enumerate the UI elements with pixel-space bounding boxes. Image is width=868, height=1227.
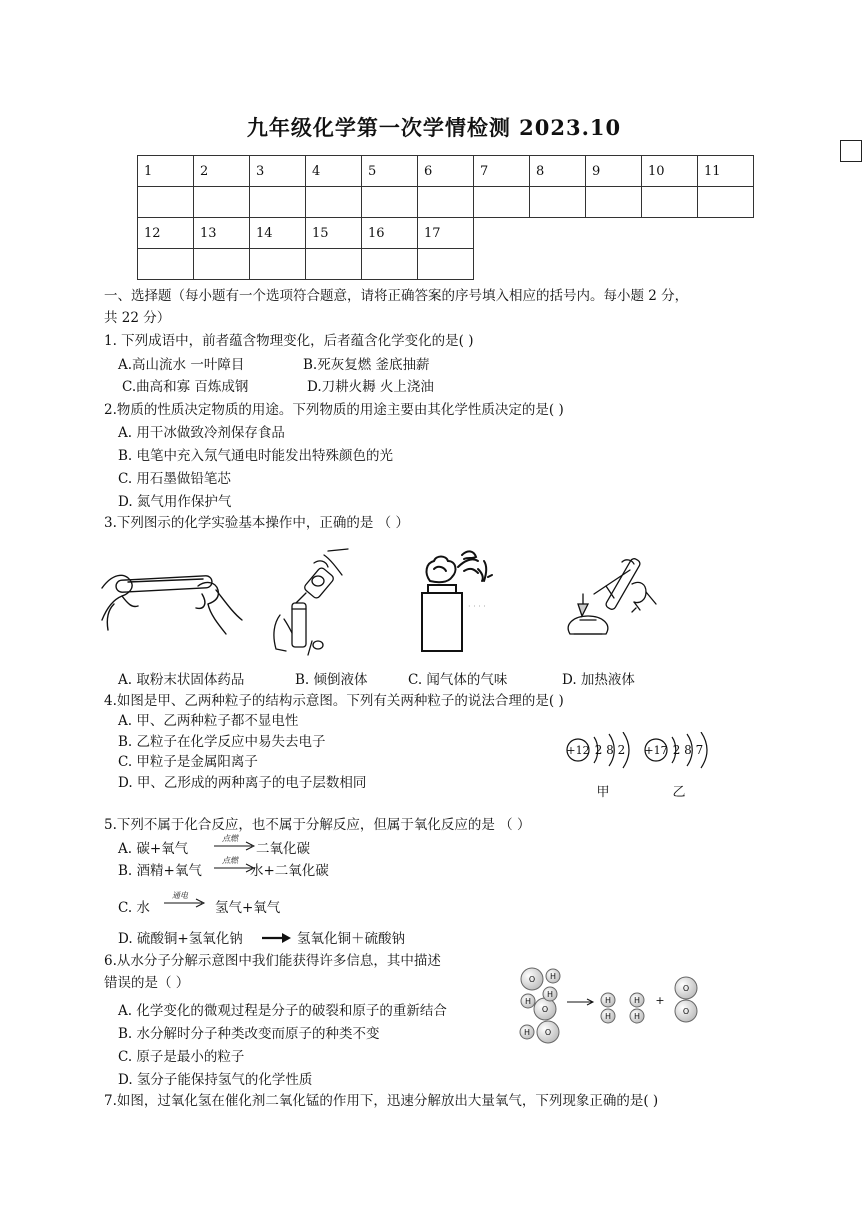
section-heading-cont: 共 22 分） (104, 310, 171, 326)
answer-cell[interactable] (138, 187, 194, 218)
q5-option-d-right: 氢氧化铜＋硫酸钠 (297, 931, 405, 947)
answer-table-blank-row (138, 187, 754, 218)
atom-hydrogen: H (523, 1028, 531, 1037)
answer-table-number-row (138, 156, 754, 187)
svg-text:· · · ·: · · · · (468, 602, 486, 611)
q3-option-b: B. 倾倒液体 (295, 672, 368, 688)
answer-number: 14 (250, 218, 306, 249)
answer-number: 3 (250, 156, 306, 187)
answer-cell[interactable] (418, 187, 474, 218)
atom-hydrogen: H (546, 990, 554, 999)
answer-table (137, 155, 754, 218)
answer-number: 11 (698, 156, 754, 187)
q5-c-condition: 通电 (172, 891, 188, 900)
q4-stem: 4.如图是甲、乙两种粒子的结构示意图。下列有关两种粒子的说法合理的是( ) (104, 693, 564, 709)
q6-stem-cont: 错误的是（ ） (104, 975, 190, 991)
yi-label: 乙 (672, 785, 686, 800)
q5-option-c-right: 氢气+氧气 (215, 900, 281, 916)
answer-number: 7 (474, 156, 530, 187)
q1-option-a: A.高山流水 一叶障目 (118, 357, 245, 373)
atom-oxygen: O (544, 1028, 552, 1037)
answer-number: 4 (306, 156, 362, 187)
atom-structure-diagrams (563, 732, 723, 802)
smell-gas-illustration (412, 547, 502, 657)
answer-number: 12 (138, 218, 194, 249)
q6-option-d: D. 氢分子能保持氢气的化学性质 (118, 1072, 313, 1088)
atom-oxygen: O (541, 1005, 549, 1014)
q3-option-d: D. 加热液体 (562, 672, 635, 688)
q3-option-c: C. 闻气体的气味 (408, 672, 508, 688)
page-title: 九年级化学第一次学情检测 2023.10 (246, 115, 622, 140)
q6-option-b: B. 水分解时分子种类改变而原子的种类不变 (118, 1026, 380, 1042)
answer-cell[interactable] (138, 249, 194, 280)
yi-electron-config: 2 8 7 (672, 743, 704, 757)
reaction-arrow-icon (260, 930, 292, 946)
answer-table-2 (137, 217, 474, 280)
jia-electron-config: 2 8 2 (594, 743, 626, 757)
q5-option-a-left: A. 碳+氧气 (118, 841, 189, 857)
q6-option-c: C. 原子是最小的粒子 (118, 1049, 245, 1065)
corner-box (840, 140, 862, 162)
q6-stem: 6.从水分子分解示意图中我们能获得许多信息，其中描述 (104, 953, 441, 969)
q5-option-b-left: B. 酒精+氧气 (118, 863, 202, 879)
answer-number: 8 (530, 156, 586, 187)
answer-cell[interactable] (250, 249, 306, 280)
answer-cell[interactable] (418, 249, 474, 280)
atom-hydrogen: H (604, 996, 612, 1005)
q1-stem: 1. 下列成语中，前者蕴含物理变化，后者蕴含化学变化的是( ) (104, 333, 474, 349)
q3-option-a: A. 取粉末状固体药品 (118, 672, 245, 688)
answer-number: 6 (418, 156, 474, 187)
answer-cell[interactable] (250, 187, 306, 218)
q1-option-c: C.曲高和寡 百炼成钢 (122, 379, 249, 395)
answer-number: 2 (194, 156, 250, 187)
atom-hydrogen: H (524, 997, 532, 1006)
q5-b-condition: 点燃 (222, 856, 238, 865)
q2-option-c: C. 用石墨做铅笔芯 (118, 471, 231, 487)
q1-option-d: D.刀耕火耨 火上浇油 (307, 379, 434, 395)
answer-number: 5 (362, 156, 418, 187)
answer-number: 15 (306, 218, 362, 249)
jia-nucleus-charge: +12 (566, 744, 590, 757)
answer-number: 1 (138, 156, 194, 187)
water-decomposition-diagram (510, 964, 720, 1054)
answer-number: 17 (418, 218, 474, 249)
section-heading: 一、选择题（每小题有一个选项符合题意，请将正确答案的序号填入相应的括号内。每小题 2 分， (104, 288, 689, 304)
answer-cell[interactable] (362, 249, 418, 280)
answer-cell[interactable] (586, 187, 642, 218)
powder-tube-illustration (98, 560, 248, 640)
atom-hydrogen: H (604, 1012, 612, 1021)
answer-cell[interactable] (306, 187, 362, 218)
q5-stem: 5.下列不属于化合反应，也不属于分解反应，但属于氧化反应的是 （ ） (104, 817, 531, 833)
answer-cell[interactable] (474, 187, 530, 218)
q5-option-c-left: C. 水 (118, 900, 150, 916)
answer-number: 16 (362, 218, 418, 249)
q4-option-d: D. 甲、乙形成的两种离子的电子层数相同 (118, 775, 367, 791)
q3-stem: 3.下列图示的化学实验基本操作中，正确的是 （ ） (104, 515, 409, 531)
electrolysis-arrow (162, 889, 208, 911)
q1-option-b: B.死灰复燃 釜底抽薪 (303, 357, 430, 373)
answer-cell[interactable] (194, 187, 250, 218)
q5-a-condition: 点燃 (222, 834, 238, 843)
q2-option-d: D. 氮气用作保护气 (118, 494, 232, 510)
answer-cell[interactable] (194, 249, 250, 280)
atom-oxygen: O (682, 984, 690, 993)
q2-option-a: A. 用干冰做致冷剂保存食品 (118, 425, 285, 441)
q5-option-a-right: 二氧化碳 (256, 841, 310, 857)
q2-stem: 2.物质的性质决定物质的用途。下列物质的用途主要由其化学性质决定的是( ) (104, 402, 564, 418)
atom-hydrogen: H (633, 996, 641, 1005)
answer-cell[interactable] (306, 249, 362, 280)
answer-number: 13 (194, 218, 250, 249)
plus-sign: + (655, 994, 665, 1007)
q5-option-b-right: 水+二氧化碳 (250, 863, 329, 879)
q5-option-d-left: D. 硫酸铜+氢氧化钠 (118, 931, 243, 947)
q7-stem: 7.如图，过氧化氢在催化剂二氧化锰的作用下，迅速分解放出大量氧气，下列现象正确的是( ) (104, 1093, 659, 1109)
answer-number: 10 (642, 156, 698, 187)
jia-label: 甲 (596, 785, 610, 800)
yi-nucleus-charge: +17 (644, 744, 668, 757)
atom-oxygen: O (528, 975, 536, 984)
answer-cell[interactable] (362, 187, 418, 218)
q4-option-c: C. 甲粒子是金属阳离子 (118, 754, 258, 770)
atom-hydrogen: H (549, 972, 557, 981)
heat-liquid-illustration (560, 550, 670, 655)
atom-hydrogen: H (633, 1012, 641, 1021)
q4-option-b: B. 乙粒子在化学反应中易失去电子 (118, 734, 326, 750)
answer-table-number-row (138, 218, 474, 249)
ignite-arrow (212, 832, 258, 854)
answer-cell[interactable] (642, 187, 698, 218)
answer-cell[interactable] (530, 187, 586, 218)
answer-table-blank-row (138, 249, 474, 280)
answer-number: 9 (586, 156, 642, 187)
answer-cell[interactable] (698, 187, 754, 218)
q4-option-a: A. 甲、乙两种粒子都不显电性 (118, 713, 299, 729)
q2-option-b: B. 电笔中充入氖气通电时能发出特殊颜色的光 (118, 448, 394, 464)
pour-liquid-illustration (266, 545, 356, 660)
atom-oxygen: O (682, 1007, 690, 1016)
q6-option-a: A. 化学变化的微观过程是分子的破裂和原子的重新结合 (118, 1003, 447, 1019)
